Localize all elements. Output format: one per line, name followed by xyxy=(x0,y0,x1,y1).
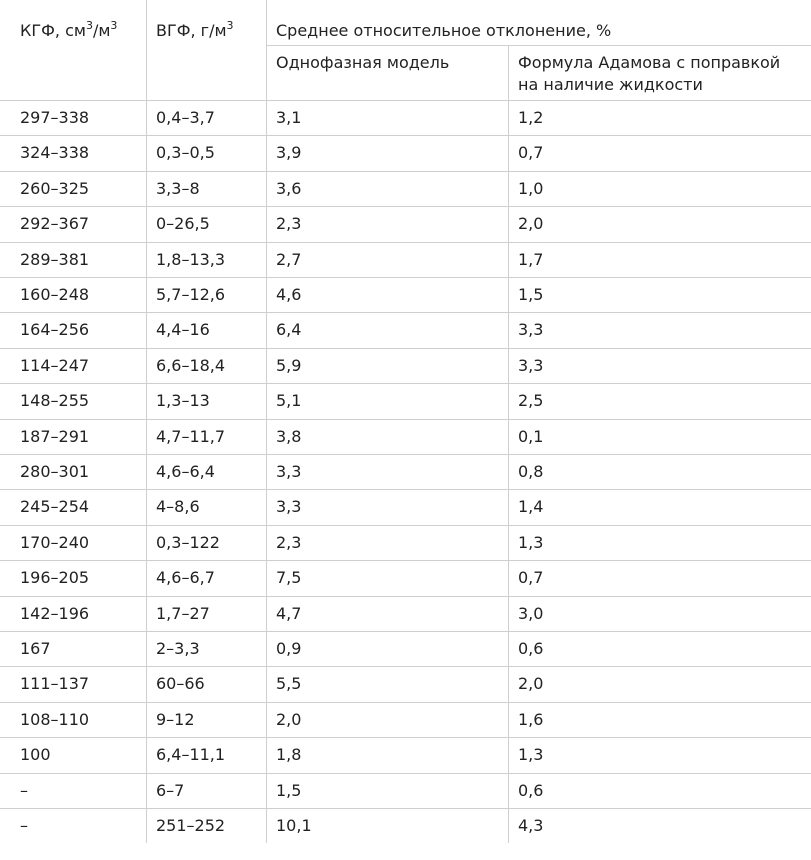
header-kgf: КГФ, $см^3/м^3$ xyxy=(20,18,118,40)
cell-kgf: 297–338 xyxy=(20,108,90,127)
cell-kgf: 260–325 xyxy=(20,178,90,198)
header-single-phase-model: Однофазная модель xyxy=(276,53,450,72)
column-divider xyxy=(146,383,147,418)
column-divider xyxy=(508,135,509,170)
cell-kgf: 196–205 xyxy=(20,568,90,588)
column-divider xyxy=(508,348,509,383)
cell-vgf: 6–7 xyxy=(156,780,185,800)
column-divider xyxy=(266,631,267,666)
cell-vgf: 4,6–6,4 xyxy=(156,462,215,481)
cell-vgf: 2–3,3 xyxy=(156,639,200,658)
column-divider xyxy=(508,454,509,489)
cell-kgf: 142–196 xyxy=(20,603,90,623)
column-divider xyxy=(146,666,147,701)
column-divider xyxy=(508,100,509,135)
cell-single-phase: 6,4 xyxy=(276,320,302,340)
column-divider xyxy=(266,312,267,347)
cell-adamov: 2,0 xyxy=(518,214,544,234)
cell-kgf: 170–240 xyxy=(20,532,90,552)
column-divider xyxy=(266,135,267,170)
column-divider xyxy=(508,206,509,241)
column-divider xyxy=(508,560,509,595)
column-divider xyxy=(266,348,267,383)
column-divider xyxy=(266,206,267,241)
column-divider xyxy=(146,206,147,241)
cell-adamov: 3,3 xyxy=(518,355,544,375)
cell-vgf: 1,3–13 xyxy=(156,391,210,411)
cell-single-phase: 5,9 xyxy=(276,355,302,375)
cell-single-phase: 2,3 xyxy=(276,532,302,552)
column-divider xyxy=(266,808,267,843)
row-divider xyxy=(0,560,811,561)
column-divider xyxy=(508,631,509,666)
cell-kgf: 167 xyxy=(20,639,51,658)
column-divider xyxy=(146,100,147,135)
cell-single-phase: 2,0 xyxy=(276,709,302,729)
column-divider xyxy=(146,312,147,347)
column-divider xyxy=(266,773,267,808)
header-divider-2 xyxy=(266,0,267,100)
cell-adamov: 2,5 xyxy=(518,391,544,411)
cell-kgf: 148–255 xyxy=(20,391,90,411)
cell-single-phase: 1,8 xyxy=(276,745,302,765)
row-divider xyxy=(0,171,811,172)
cell-vgf: 4,7–11,7 xyxy=(156,426,226,446)
column-divider xyxy=(146,525,147,560)
column-divider xyxy=(508,702,509,737)
header-bottom-line xyxy=(0,100,811,101)
row-divider xyxy=(0,206,811,207)
row-divider xyxy=(0,419,811,420)
cell-single-phase: 3,1 xyxy=(276,108,302,127)
cell-single-phase: 2,7 xyxy=(276,249,302,269)
header-vgf: ВГФ, $г/м^3$ xyxy=(156,18,234,40)
cell-vgf: 251–252 xyxy=(156,816,226,835)
cell-adamov: 1,5 xyxy=(518,285,544,304)
cell-kgf: 160–248 xyxy=(20,285,90,304)
cell-adamov: 0,1 xyxy=(518,426,544,446)
cell-single-phase: 1,5 xyxy=(276,780,302,800)
header-group-deviation: Среднее относительное отклонение, % xyxy=(276,21,612,40)
cell-vgf: 5,7–12,6 xyxy=(156,285,226,304)
cell-kgf: 187–291 xyxy=(20,426,90,446)
header-divider-1 xyxy=(146,0,147,100)
column-divider xyxy=(266,419,267,454)
row-divider xyxy=(0,312,811,313)
row-divider xyxy=(0,808,811,809)
cell-vgf: 0,4–3,7 xyxy=(156,108,215,127)
cell-kgf: – xyxy=(20,780,28,800)
row-divider xyxy=(0,737,811,738)
cell-vgf: 1,8–13,3 xyxy=(156,249,226,269)
column-divider xyxy=(146,489,147,524)
row-divider xyxy=(0,348,811,349)
column-divider xyxy=(266,702,267,737)
column-divider xyxy=(266,737,267,772)
cell-single-phase: 2,3 xyxy=(276,214,302,234)
column-divider xyxy=(508,525,509,560)
header-group-underline xyxy=(266,45,811,46)
cell-adamov: 0,8 xyxy=(518,462,544,481)
cell-vgf: 9–12 xyxy=(156,709,195,729)
column-divider xyxy=(508,383,509,418)
column-divider xyxy=(146,596,147,631)
cell-vgf: 0–26,5 xyxy=(156,214,210,234)
cell-adamov: 3,3 xyxy=(518,320,544,340)
column-divider xyxy=(266,383,267,418)
cell-kgf: 100 xyxy=(20,745,51,765)
cell-kgf: 111–137 xyxy=(20,674,90,694)
column-divider xyxy=(266,277,267,312)
column-divider xyxy=(146,171,147,206)
cell-adamov: 0,6 xyxy=(518,639,544,658)
cell-vgf: 0,3–0,5 xyxy=(156,143,215,163)
cell-adamov: 0,6 xyxy=(518,780,544,800)
column-divider xyxy=(146,737,147,772)
column-divider xyxy=(508,171,509,206)
cell-kgf: 108–110 xyxy=(20,709,90,729)
column-divider xyxy=(508,489,509,524)
cell-single-phase: 3,9 xyxy=(276,143,302,163)
column-divider xyxy=(146,631,147,666)
cell-single-phase: 0,9 xyxy=(276,639,302,658)
column-divider xyxy=(266,242,267,277)
cell-single-phase: 4,7 xyxy=(276,603,302,623)
column-divider xyxy=(266,489,267,524)
cell-single-phase: 3,3 xyxy=(276,462,302,481)
column-divider xyxy=(146,454,147,489)
cell-adamov: 4,3 xyxy=(518,816,544,835)
row-divider xyxy=(0,631,811,632)
cell-adamov: 0,7 xyxy=(518,568,544,588)
column-divider xyxy=(508,596,509,631)
row-divider xyxy=(0,666,811,667)
column-divider xyxy=(508,277,509,312)
header-adamov-line2: на наличие жидкости xyxy=(518,75,703,94)
column-divider xyxy=(508,242,509,277)
cell-single-phase: 10,1 xyxy=(276,816,312,835)
cell-single-phase: 3,8 xyxy=(276,426,302,446)
cell-adamov: 1,3 xyxy=(518,745,544,765)
cell-adamov: 1,0 xyxy=(518,178,544,198)
row-divider xyxy=(0,383,811,384)
column-divider xyxy=(266,454,267,489)
cell-vgf: 4,4–16 xyxy=(156,320,210,340)
column-divider xyxy=(146,560,147,595)
column-divider xyxy=(508,419,509,454)
column-divider xyxy=(508,773,509,808)
cell-kgf: – xyxy=(20,816,28,835)
column-divider xyxy=(266,100,267,135)
cell-vgf: 0,3–122 xyxy=(156,532,220,552)
column-divider xyxy=(146,808,147,843)
column-divider xyxy=(146,242,147,277)
cell-vgf: 1,7–27 xyxy=(156,603,210,623)
cell-kgf: 114–247 xyxy=(20,355,90,375)
cell-adamov: 0,7 xyxy=(518,143,544,163)
cell-vgf: 6,4–11,1 xyxy=(156,745,226,765)
cell-kgf: 280–301 xyxy=(20,462,90,481)
row-divider xyxy=(0,596,811,597)
cell-single-phase: 4,6 xyxy=(276,285,302,304)
column-divider xyxy=(508,666,509,701)
cell-kgf: 245–254 xyxy=(20,497,90,517)
column-divider xyxy=(508,808,509,843)
column-divider xyxy=(266,596,267,631)
cell-kgf: 292–367 xyxy=(20,214,90,234)
column-divider xyxy=(146,702,147,737)
cell-adamov: 1,7 xyxy=(518,249,544,269)
row-divider xyxy=(0,525,811,526)
column-divider xyxy=(508,312,509,347)
cell-adamov: 1,4 xyxy=(518,497,544,517)
column-divider xyxy=(146,135,147,170)
column-divider xyxy=(146,277,147,312)
column-divider xyxy=(508,737,509,772)
cell-vgf: 4–8,6 xyxy=(156,497,200,517)
column-divider xyxy=(266,171,267,206)
cell-single-phase: 7,5 xyxy=(276,568,302,588)
column-divider xyxy=(146,773,147,808)
cell-single-phase: 5,5 xyxy=(276,674,302,694)
cell-vgf: 60–66 xyxy=(156,674,205,694)
row-divider xyxy=(0,135,811,136)
row-divider xyxy=(0,454,811,455)
cell-vgf: 3,3–8 xyxy=(156,178,200,198)
column-divider xyxy=(146,348,147,383)
cell-kgf: 164–256 xyxy=(20,320,90,340)
cell-adamov: 2,0 xyxy=(518,674,544,694)
cell-vgf: 4,6–6,7 xyxy=(156,568,215,588)
cell-adamov: 3,0 xyxy=(518,603,544,623)
cell-single-phase: 3,6 xyxy=(276,178,302,198)
row-divider xyxy=(0,489,811,490)
cell-vgf: 6,6–18,4 xyxy=(156,355,226,375)
cell-single-phase: 5,1 xyxy=(276,391,302,411)
row-divider xyxy=(0,773,811,774)
cell-adamov: 1,3 xyxy=(518,532,544,552)
header-divider-3 xyxy=(508,46,509,100)
row-divider xyxy=(0,242,811,243)
column-divider xyxy=(266,666,267,701)
column-divider xyxy=(146,419,147,454)
cell-adamov: 1,2 xyxy=(518,108,544,127)
column-divider xyxy=(266,525,267,560)
column-divider xyxy=(266,560,267,595)
cell-single-phase: 3,3 xyxy=(276,497,302,517)
row-divider xyxy=(0,702,811,703)
header-adamov-line1: Формула Адамова с поправкой xyxy=(518,53,781,72)
cell-kgf: 289–381 xyxy=(20,249,90,269)
cell-kgf: 324–338 xyxy=(20,143,90,163)
cell-adamov: 1,6 xyxy=(518,709,544,729)
row-divider xyxy=(0,277,811,278)
